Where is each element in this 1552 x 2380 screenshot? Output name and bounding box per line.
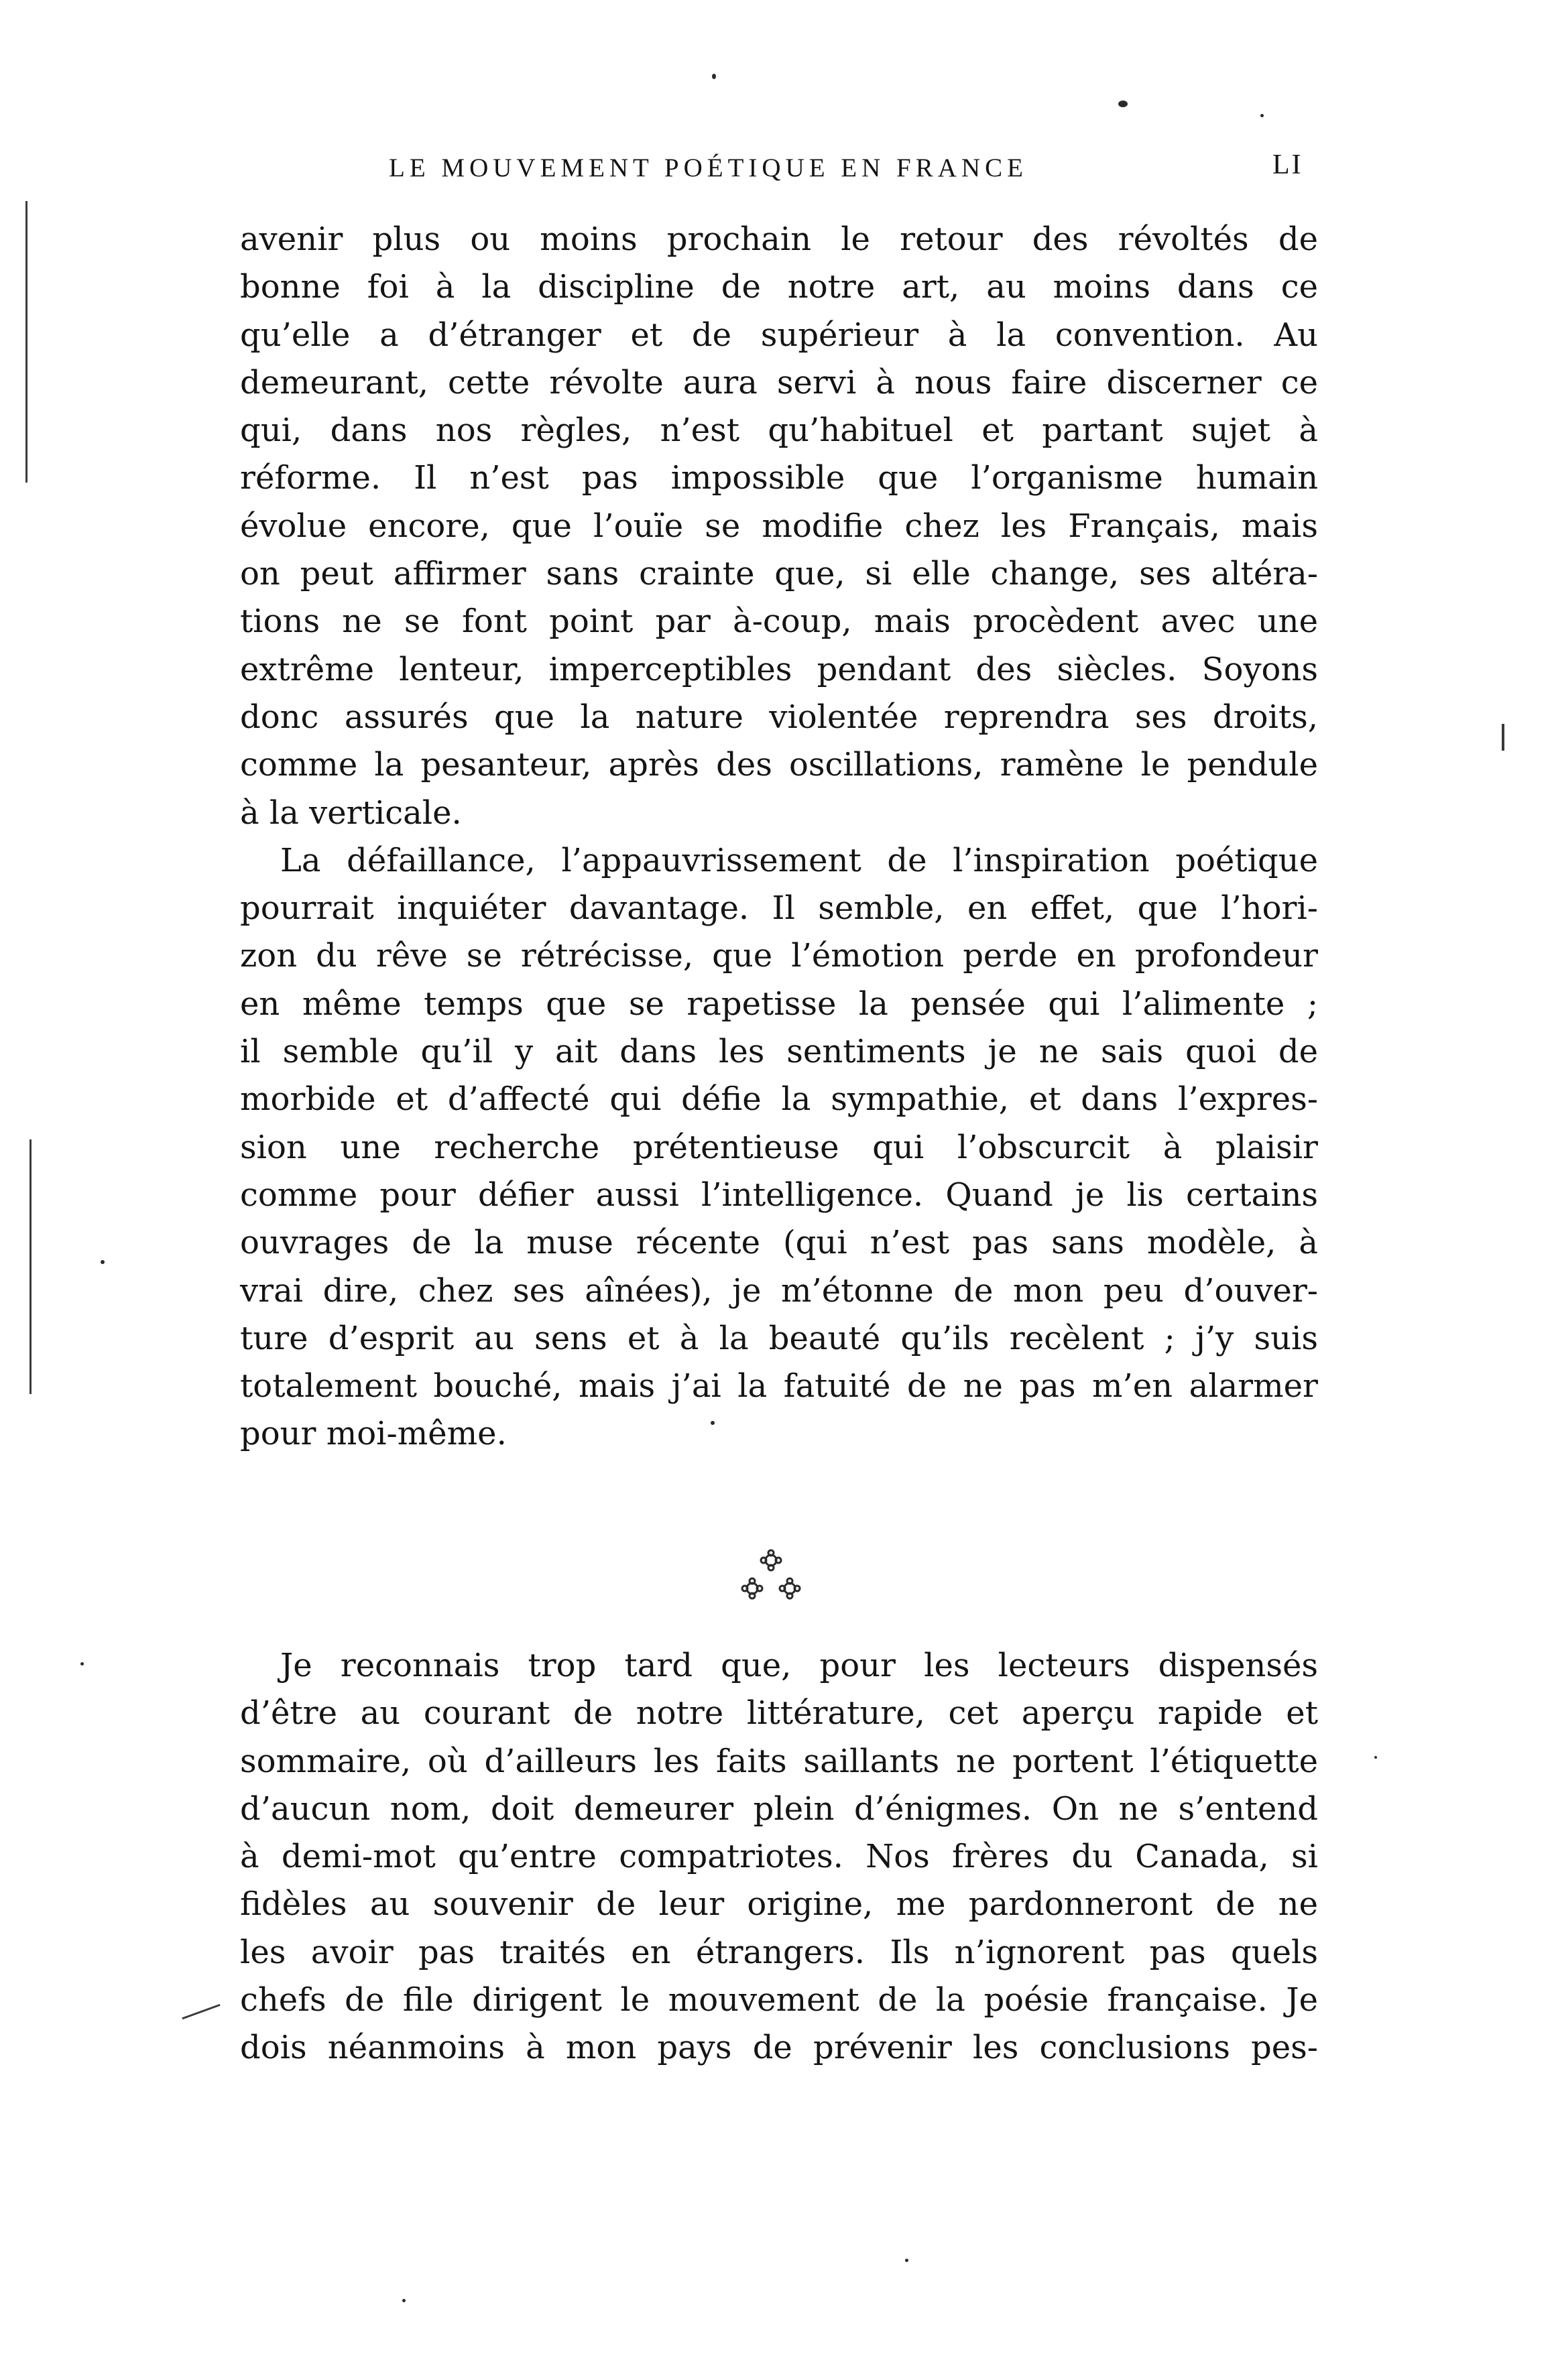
text-line: dois néanmoins à mon pays de prévenir les conclusions pes- xyxy=(240,2029,1318,2067)
text-line: qu’elle a d’étranger et de supérieur à la convention. Au xyxy=(240,316,1318,354)
text-line: évolue encore, que l’ouïe se modifie chez les Français, mais xyxy=(240,507,1318,545)
text-line: vrai dire, chez ses aînées), je m’étonne de mon peu d’ouver- xyxy=(240,1271,1318,1310)
text-block-continuation xyxy=(240,216,1318,1458)
scan-margin-line xyxy=(25,201,27,483)
text-line: fidèles au souvenir de leur origine, me pardonneront de ne xyxy=(240,1885,1318,1924)
text-line: sion une recherche prétentieuse qui l’obscurcit à plaisir xyxy=(240,1128,1318,1166)
text-line: ture d’esprit au sens et à la beauté qu’ils recèlent ; j’y suis xyxy=(240,1319,1318,1357)
text-line: comme pour défier aussi l’intelligence. Quand je lis certains xyxy=(240,1176,1318,1214)
text-line: zon du rêve se rétrécisse, que l’émotion perde en profondeur xyxy=(240,937,1318,975)
text-line: demeurant, cette révolte aura servi à nous faire discerner ce xyxy=(240,363,1318,401)
text-line: en même temps que se rapetisse la pensée qui l’alimente ; xyxy=(240,985,1318,1023)
text-line: il semble qu’il y ait dans les sentiments je ne sais quoi de xyxy=(240,1033,1318,1071)
scan-margin-line xyxy=(29,1139,32,1394)
text-line: pour moi-même. xyxy=(240,1415,507,1453)
text-line: totalement bouché, mais j’ai la fatuité de ne pas m’en alarmer xyxy=(240,1367,1318,1405)
text-line: La défaillance, l’appauvrissement de l’inspiration poétique xyxy=(280,841,1318,879)
text-line: sommaire, où d’ailleurs les faits saillants ne portent l’étiquette xyxy=(240,1742,1318,1780)
text-line: ouvrages de la muse récente (qui n’est pas sans modèle, à xyxy=(240,1224,1318,1262)
text-line: avenir plus ou moins prochain le retour des révoltés de xyxy=(240,221,1318,258)
text-line: d’aucun nom, doit demeurer plein d’énigmes. On ne s’entend xyxy=(240,1790,1318,1828)
text-line: les avoir pas traités en étrangers. Ils n’ignorent pas quels xyxy=(240,1933,1318,1971)
text-line: morbide et d’affecté qui défie la sympathie, et dans l’expres- xyxy=(240,1080,1318,1119)
running-title: LE MOUVEMENT POÉTIQUE EN FRANCE xyxy=(389,153,1028,182)
text-line: chefs de file dirigent le mouvement de la poésie française. Je xyxy=(240,1981,1318,2019)
text-line: comme la pesanteur, après des oscillations, ramène le pendule xyxy=(240,746,1318,784)
text-line: d’être au courant de notre littérature, cet aperçu rapide et xyxy=(240,1694,1318,1733)
paragraph-continuation xyxy=(240,216,1318,837)
page-number: LI xyxy=(1272,149,1303,180)
text-line: Je reconnais trop tard que, pour les lecteurs dispensés xyxy=(280,1647,1318,1684)
paragraph-defaillance xyxy=(240,837,1318,1458)
text-line: bonne foi à la discipline de notre art, au moins dans ce xyxy=(240,268,1318,306)
scan-margin-line xyxy=(182,2004,220,2019)
asterism-flowers-icon xyxy=(704,1542,838,1609)
scan-margin-line xyxy=(1502,724,1504,751)
text-line: extrême lenteur, imperceptibles pendant des siècles. Soyons xyxy=(240,650,1318,688)
text-line: on peut affirmer sans crainte que, si elle change, ses altéra- xyxy=(240,555,1318,593)
text-line: à demi-mot qu’entre compatriotes. Nos frères du Canada, si xyxy=(240,1838,1318,1876)
text-line: tions ne se font point par à-coup, mais procèdent avec une xyxy=(240,603,1318,641)
text-line: donc assurés que la nature violentée reprendra ses droits, xyxy=(240,698,1318,736)
text-block-conclusion xyxy=(240,1642,1318,2072)
text-line: à la verticale. xyxy=(240,794,462,832)
paragraph-conclusion xyxy=(240,1642,1318,2072)
text-line: pourrait inquiéter davantage. Il semble, en effet, que l’hori- xyxy=(240,889,1318,928)
text-line: qui, dans nos règles, n’est qu’habituel et partant sujet à xyxy=(240,412,1318,450)
text-line: réforme. Il n’est pas impossible que l’organisme humain xyxy=(240,459,1318,497)
